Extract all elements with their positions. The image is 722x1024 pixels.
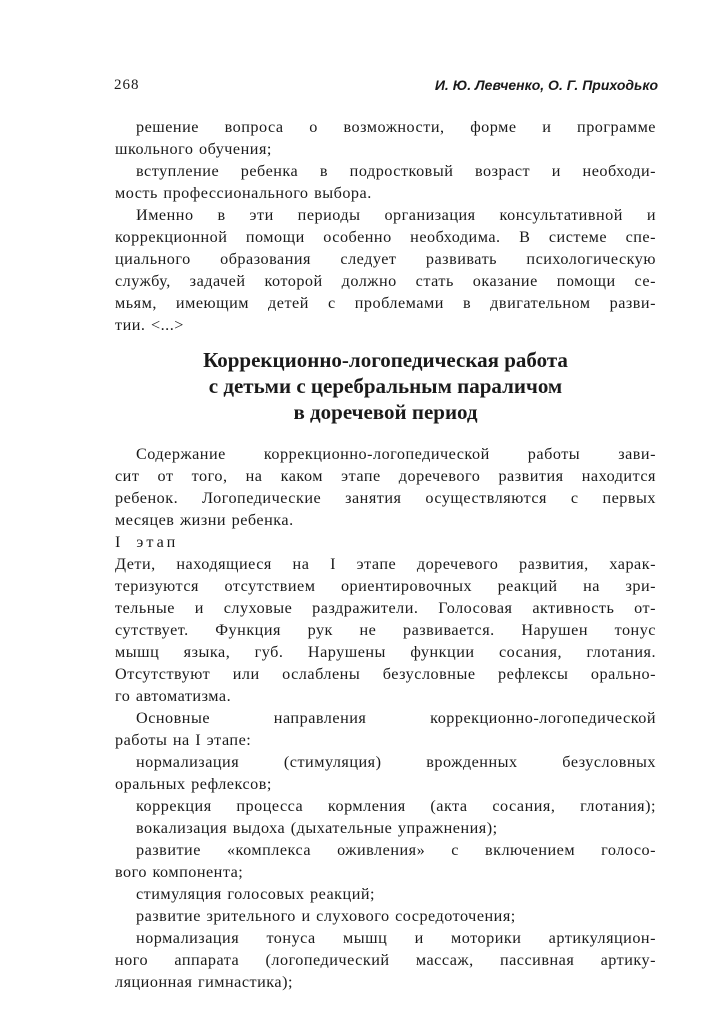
text-line: Именно в эти периоды организация консультативной и xyxy=(136,206,656,224)
page-header xyxy=(114,77,658,99)
list-item-line: нормализация тонуса мышц и моторики артикуляцион- xyxy=(136,929,656,947)
list-item-line: развитие «комплекса оживления» с включением голосо- xyxy=(136,841,656,859)
list-item-line: развитие зрительного и слухового сосредоточения; xyxy=(136,907,516,925)
list-item-line: стимуляция голосовых реакций; xyxy=(136,885,376,903)
text-line: Содержание коррекционно-логопедической работы зави- xyxy=(136,445,656,463)
text-line: мьям, имеющим детей с проблемами в двигательном разви- xyxy=(115,294,656,312)
text-line: вступление ребенка в подростковый возраст и необходи- xyxy=(136,162,656,180)
list-item-line: ного аппарата (логопедический массаж, пассивная артику- xyxy=(115,951,656,969)
text-line: мышц языка, губ. Нарушены функции сосания, глотания. xyxy=(115,643,656,661)
text-line: месяцев жизни ребенка. xyxy=(115,511,294,529)
text-line: школьного обучения; xyxy=(115,140,272,158)
list-item-line: оральных рефлексов; xyxy=(115,775,272,793)
list-item-line: вокализация выдоха (дыхательные упражнения); xyxy=(136,819,498,837)
section-heading-line: в доречевой период xyxy=(293,400,478,424)
list-item-line: вого компонента; xyxy=(115,863,244,881)
text-line: Дети, находящиеся на I этапе доречевого развития, харак- xyxy=(115,555,656,573)
text-line: службу, задачей которой должно стать оказание помощи се- xyxy=(115,272,656,290)
text-line: тии. <...> xyxy=(115,316,184,334)
text-line: Основные направления коррекционно-логопедической xyxy=(136,709,656,727)
text-line: решение вопроса о возможности, форме и программе xyxy=(136,118,656,136)
section-heading-line: с детьми с церебральным параличом xyxy=(208,374,563,398)
text-line: мость профессионального выбора. xyxy=(115,184,372,202)
text-line: работы на I этапе: xyxy=(115,731,252,749)
text-line: сутствует. Функция рук не развивается. Нарушен тонус xyxy=(115,621,656,639)
page-number: 268 xyxy=(114,77,140,93)
list-item-line: ляционная гимнастика); xyxy=(115,973,293,991)
section-heading-line: Коррекционно-логопедическая работа xyxy=(203,348,568,372)
running-head-authors: И. Ю. Левченко, О. Г. Приходько xyxy=(434,77,658,93)
text-line: теризуются отсутствием ориентировочных реакций на зри- xyxy=(115,577,656,595)
stage-label: I этап xyxy=(115,533,179,551)
list-item-line: коррекция процесса кормления (акта сосания, глотания); xyxy=(136,797,656,815)
text-line: го автоматизма. xyxy=(115,687,232,705)
text-line: коррекционной помощи особенно необходима. В системе спе- xyxy=(115,228,656,246)
text-line: сит от того, на каком этапе доречевого развития находится xyxy=(115,467,656,485)
list-item-line: нормализация (стимуляция) врожденных безусловных xyxy=(136,753,656,771)
text-line: ребенок. Логопедические занятия осуществляются с первых xyxy=(115,489,656,507)
text-line: Отсутствуют или ослаблены безусловные рефлексы орально- xyxy=(115,665,656,683)
text-line: тельные и слуховые раздражители. Голосовая активность от- xyxy=(115,599,656,617)
text-line: циального образования следует развивать психологическую xyxy=(115,250,656,268)
